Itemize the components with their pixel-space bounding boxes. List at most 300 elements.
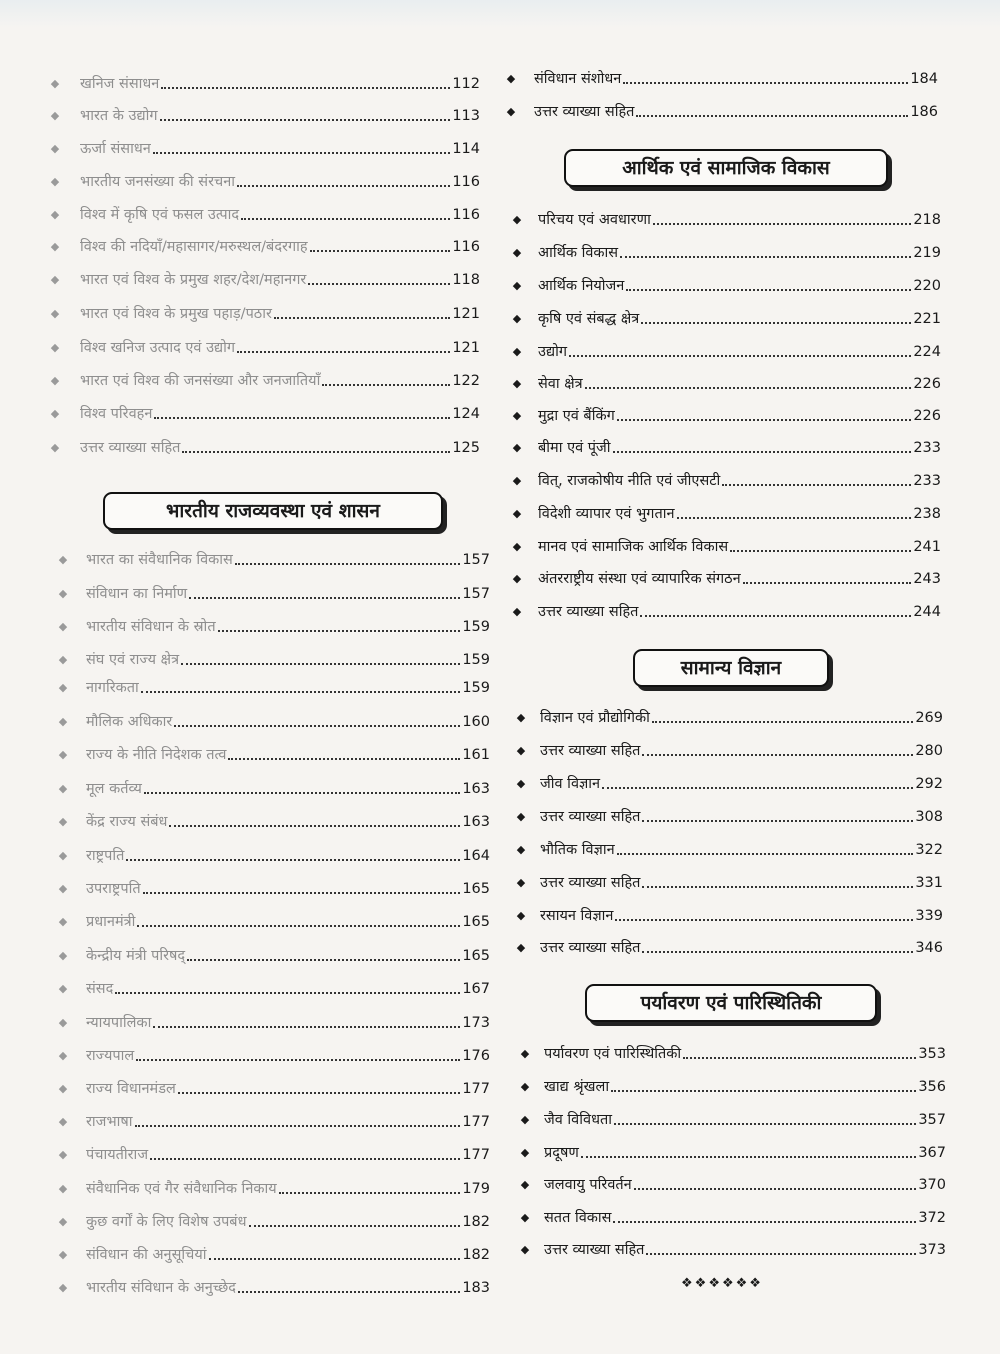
- dot-leader: [169, 825, 460, 827]
- entry-page-number: 346: [915, 940, 943, 956]
- entry-page-number: 159: [462, 619, 490, 635]
- toc-entry: [516, 840, 943, 860]
- bullet-icon: ◆: [520, 1211, 530, 1224]
- toc-entry: [58, 879, 490, 899]
- toc-entry: [520, 1077, 946, 1097]
- bullet-icon: ◆: [58, 1049, 68, 1062]
- dot-leader: [642, 951, 913, 953]
- bullet-icon: ◆: [58, 620, 68, 633]
- dot-leader: [581, 1156, 916, 1158]
- entry-title: संविधान की अनुसूचियां: [86, 1247, 207, 1263]
- bullet-icon: ◆: [58, 815, 68, 828]
- entry-page-number: 373: [918, 1242, 946, 1258]
- dot-leader: [642, 886, 913, 888]
- bullet-icon: ◆: [50, 240, 60, 253]
- bullet-icon: ◆: [58, 681, 68, 694]
- dot-leader: [141, 691, 461, 693]
- bullet-icon: ◆: [520, 1146, 530, 1159]
- section-heading-environment: पर्यावरण एवं पारिस्थितिकी: [585, 984, 877, 1022]
- toc-entry: [58, 779, 490, 799]
- toc-entry: [58, 1079, 490, 1099]
- dot-leader: [237, 351, 450, 353]
- entry-title: पंचायतीराज: [86, 1147, 149, 1163]
- bullet-icon: ◆: [516, 941, 526, 954]
- entry-title: विश्व में कृषि एवं फसल उत्पाद: [80, 207, 240, 223]
- entry-title: जीव विज्ञान: [540, 776, 601, 792]
- dot-leader: [308, 283, 450, 285]
- bullet-icon: ◆: [50, 175, 60, 188]
- dot-leader: [279, 1192, 461, 1194]
- bullet-icon: ◆: [512, 540, 522, 553]
- dot-leader: [235, 563, 460, 565]
- toc-entry: [58, 584, 490, 604]
- entry-page-number: 165: [462, 914, 490, 930]
- entry-page-number: 124: [452, 406, 480, 422]
- entry-title: भारतीय जनसंख्या की संरचना: [80, 174, 236, 190]
- bullet-icon: ◆: [512, 213, 522, 226]
- toc-entry: [50, 304, 480, 324]
- dot-leader: [150, 1158, 460, 1160]
- toc-entry: [516, 774, 943, 794]
- entry-title: भारत का संवैधानिक विकास: [86, 552, 233, 568]
- bullet-icon: ◆: [512, 474, 522, 487]
- entry-page-number: 221: [913, 311, 941, 327]
- toc-entry: [58, 1013, 490, 1033]
- bullet-icon: ◆: [58, 1182, 68, 1195]
- bullet-icon: ◆: [516, 711, 526, 724]
- dot-leader: [137, 925, 460, 927]
- toc-entry: [506, 69, 938, 89]
- entry-title: केन्द्रीय मंत्री परिषद्: [86, 948, 186, 964]
- entry-page-number: 220: [913, 278, 941, 294]
- bullet-icon: ◆: [516, 810, 526, 823]
- entry-page-number: 165: [462, 881, 490, 897]
- bullet-icon: ◆: [520, 1178, 530, 1191]
- bullet-icon: ◆: [58, 1281, 68, 1294]
- toc-entry: [512, 374, 941, 394]
- toc-entry: [58, 1212, 490, 1232]
- dot-leader: [623, 82, 908, 84]
- entry-title: जलवायु परिवर्तन: [544, 1177, 632, 1193]
- entry-page-number: 116: [452, 174, 480, 190]
- entry-title: मुद्रा एवं बैंकिंग: [538, 408, 615, 424]
- entry-page-number: 164: [462, 848, 490, 864]
- toc-entry: [520, 1044, 946, 1064]
- section-heading-economy: आर्थिक एवं सामाजिक विकास: [564, 149, 888, 187]
- entry-page-number: 177: [462, 1081, 490, 1097]
- bullet-icon: ◆: [58, 849, 68, 862]
- bullet-icon: ◆: [58, 1115, 68, 1128]
- dot-leader: [126, 859, 460, 861]
- dot-leader: [617, 853, 914, 855]
- entry-title: उत्तर व्याख्या सहित: [538, 604, 639, 620]
- dot-leader: [722, 484, 911, 486]
- bullet-icon: ◆: [50, 407, 60, 420]
- entry-page-number: 176: [462, 1048, 490, 1064]
- dot-leader: [620, 256, 911, 258]
- entry-title: संविधान संशोधन: [534, 71, 622, 87]
- toc-entry: [50, 205, 480, 225]
- entry-page-number: 125: [452, 440, 480, 456]
- dot-leader: [209, 1258, 461, 1260]
- dot-leader: [136, 1059, 460, 1061]
- entry-title: रसायन विज्ञान: [540, 908, 614, 924]
- entry-page-number: 159: [462, 680, 490, 696]
- dot-leader: [653, 223, 911, 225]
- bullet-icon: ◆: [50, 273, 60, 286]
- toc-entry: [512, 210, 941, 230]
- bullet-icon: ◆: [512, 345, 522, 358]
- bullet-icon: ◆: [58, 949, 68, 962]
- bullet-icon: ◆: [58, 1248, 68, 1261]
- entry-title: नागरिकता: [86, 680, 139, 696]
- entry-title: उत्तर व्याख्या सहित: [544, 1242, 645, 1258]
- entry-title: उत्तर व्याख्या सहित: [540, 809, 641, 825]
- bullet-icon: ◆: [512, 409, 522, 422]
- toc-entry: [58, 745, 490, 765]
- entry-page-number: 116: [452, 239, 480, 255]
- entry-page-number: 331: [915, 875, 943, 891]
- toc-entry: [516, 741, 943, 761]
- entry-title: आर्थिक नियोजन: [538, 278, 625, 294]
- dot-leader: [310, 250, 451, 252]
- entry-page-number: 167: [462, 981, 490, 997]
- entry-title: संघ एवं राज्य क्षेत्र: [86, 652, 180, 668]
- entry-page-number: 233: [913, 473, 941, 489]
- bullet-icon: ◆: [50, 77, 60, 90]
- bullet-icon: ◆: [58, 882, 68, 895]
- entry-title: जैव विविधता: [544, 1112, 613, 1128]
- dot-leader: [178, 1092, 461, 1094]
- entry-page-number: 165: [462, 948, 490, 964]
- dot-leader: [143, 892, 461, 894]
- entry-page-number: 160: [462, 714, 490, 730]
- entry-page-number: 177: [462, 1114, 490, 1130]
- entry-title: विश्व परिवहन: [80, 406, 153, 422]
- bullet-icon: ◆: [512, 605, 522, 618]
- entry-title: भारत एवं विश्व के प्रमुख पहाड़/पठार: [80, 306, 272, 322]
- dot-leader: [241, 218, 450, 220]
- entry-title: संविधान का निर्माण: [86, 586, 188, 602]
- entry-title: भारतीय संविधान के स्रोत: [86, 619, 216, 635]
- bullet-icon: ◆: [520, 1243, 530, 1256]
- entry-title: राज्यपाल: [86, 1048, 135, 1064]
- toc-entry: [58, 912, 490, 932]
- bullet-icon: ◆: [512, 312, 522, 325]
- bullet-icon: ◆: [512, 246, 522, 259]
- entry-page-number: 163: [462, 781, 490, 797]
- toc-entry: [512, 243, 941, 263]
- entry-title: भारत के उद्योग: [80, 108, 158, 124]
- entry-page-number: 161: [462, 747, 490, 763]
- dot-leader: [730, 550, 911, 552]
- entry-title: विश्व खनिज उत्पाद एवं उद्योग: [80, 340, 236, 356]
- bullet-icon: ◆: [50, 109, 60, 122]
- dot-leader: [189, 597, 460, 599]
- bullet-icon: ◆: [58, 1016, 68, 1029]
- dot-leader: [677, 517, 912, 519]
- entry-page-number: 356: [918, 1079, 946, 1095]
- entry-page-number: 244: [913, 604, 941, 620]
- entry-page-number: 226: [913, 408, 941, 424]
- entry-title: मानव एवं सामाजिक आर्थिक विकास: [538, 539, 729, 555]
- toc-entry: [512, 602, 941, 622]
- bullet-icon: ◆: [50, 142, 60, 155]
- entry-title: राष्ट्रपति: [86, 848, 125, 864]
- toc-entry: [58, 1112, 490, 1132]
- entry-title: भारतीय संविधान के अनुच्छेद: [86, 1280, 236, 1296]
- footer-ornament: ❖❖❖❖❖❖: [681, 1276, 763, 1291]
- dot-leader: [153, 1026, 460, 1028]
- toc-entry: [58, 846, 490, 866]
- entry-page-number: 357: [918, 1112, 946, 1128]
- entry-title: विदेशी व्यापार एवं भुगतान: [538, 506, 675, 522]
- bullet-icon: ◆: [58, 553, 68, 566]
- bullet-icon: ◆: [506, 105, 516, 118]
- entry-page-number: 157: [462, 586, 490, 602]
- entry-title: उत्तर व्याख्या सहित: [534, 104, 635, 120]
- dot-leader: [160, 119, 451, 121]
- entry-title: ऊर्जा संसाधन: [80, 141, 151, 157]
- entry-title: खनिज संसाधन: [80, 76, 160, 92]
- toc-entry: [58, 712, 490, 732]
- dot-leader: [641, 322, 911, 324]
- entry-title: भौतिक विज्ञान: [540, 842, 615, 858]
- dot-leader: [187, 959, 460, 961]
- bullet-icon: ◆: [58, 715, 68, 728]
- entry-title: कृषि एवं संबद्ध क्षेत्र: [538, 311, 640, 327]
- entry-page-number: 182: [462, 1247, 490, 1263]
- entry-title: भारत एवं विश्व के प्रमुख शहर/देश/महानगर: [80, 272, 307, 288]
- toc-entry: [50, 371, 480, 391]
- entry-title: विज्ञान एवं प्रौद्योगिकी: [540, 710, 650, 726]
- entry-page-number: 322: [915, 842, 943, 858]
- bullet-icon: ◆: [520, 1047, 530, 1060]
- toc-entry: [50, 237, 480, 257]
- entry-page-number: 353: [918, 1046, 946, 1062]
- entry-page-number: 177: [462, 1147, 490, 1163]
- toc-entry: [50, 172, 480, 192]
- bullet-icon: ◆: [516, 777, 526, 790]
- top-page-edge: [0, 0, 1000, 28]
- bullet-icon: ◆: [512, 441, 522, 454]
- entry-page-number: 269: [915, 710, 943, 726]
- entry-page-number: 116: [452, 207, 480, 223]
- toc-entry: [50, 438, 480, 458]
- bullet-icon: ◆: [516, 876, 526, 889]
- entry-title: केंद्र राज्य संबंध: [86, 814, 168, 830]
- toc-entry: [58, 650, 490, 670]
- dot-leader: [161, 87, 450, 89]
- entry-page-number: 183: [462, 1280, 490, 1296]
- entry-page-number: 186: [910, 104, 938, 120]
- toc-entry: [506, 102, 938, 122]
- entry-page-number: 226: [913, 376, 941, 392]
- toc-entry: [50, 74, 480, 94]
- bullet-icon: ◆: [516, 843, 526, 856]
- bullet-icon: ◆: [58, 587, 68, 600]
- dot-leader: [636, 115, 908, 117]
- toc-entry: [58, 1278, 490, 1298]
- entry-title: मूल कर्तव्य: [86, 781, 142, 797]
- dot-leader: [617, 419, 912, 421]
- dot-leader: [585, 387, 912, 389]
- entry-page-number: 224: [913, 344, 941, 360]
- dot-leader: [602, 787, 913, 789]
- bullet-icon: ◆: [512, 572, 522, 585]
- toc-entry: [520, 1240, 946, 1260]
- entry-title: प्रधानमंत्री: [86, 914, 136, 930]
- toc-entry: [512, 471, 941, 491]
- entry-title: परिचय एवं अवधारणा: [538, 212, 651, 228]
- entry-title: खाद्य श्रृंखला: [544, 1079, 610, 1095]
- toc-entry: [512, 342, 941, 362]
- dot-leader: [613, 1221, 916, 1223]
- toc-entry: [520, 1175, 946, 1195]
- entry-page-number: 241: [913, 539, 941, 555]
- toc-entry: [512, 569, 941, 589]
- dot-leader: [646, 1253, 916, 1255]
- toc-entry: [50, 338, 480, 358]
- toc-entry: [516, 807, 943, 827]
- bullet-icon: ◆: [50, 441, 60, 454]
- toc-entry: [520, 1143, 946, 1163]
- toc-entry: [516, 708, 943, 728]
- bullet-icon: ◆: [516, 909, 526, 922]
- dot-leader: [569, 355, 911, 357]
- toc-entry: [58, 979, 490, 999]
- entry-page-number: 112: [452, 76, 480, 92]
- section-heading-polity: भारतीय राजव्यवस्था एवं शासन: [103, 492, 443, 530]
- toc-entry: [512, 276, 941, 296]
- dot-leader: [611, 1090, 916, 1092]
- entry-page-number: 182: [462, 1214, 490, 1230]
- toc-entry: [512, 309, 941, 329]
- dot-leader: [228, 758, 460, 760]
- toc-entry: [520, 1208, 946, 1228]
- entry-page-number: 243: [913, 571, 941, 587]
- entry-title: राज्य विधानमंडल: [86, 1081, 176, 1097]
- toc-entry: [58, 1245, 490, 1265]
- entry-page-number: 218: [913, 212, 941, 228]
- dot-leader: [615, 919, 913, 921]
- dot-leader: [634, 1188, 917, 1190]
- toc-entry: [58, 946, 490, 966]
- dot-leader: [614, 1123, 916, 1125]
- bullet-icon: ◆: [58, 653, 68, 666]
- toc-entry: [50, 404, 480, 424]
- entry-title: संवैधानिक एवं गैर संवैधानिक निकाय: [86, 1181, 277, 1197]
- entry-title: भारत एवं विश्व की जनसंख्या और जनजातियाँ: [80, 373, 321, 389]
- bullet-icon: ◆: [50, 374, 60, 387]
- bullet-icon: ◆: [50, 208, 60, 221]
- bullet-icon: ◆: [506, 72, 516, 85]
- entry-page-number: 163: [462, 814, 490, 830]
- dot-leader: [613, 451, 912, 453]
- bullet-icon: ◆: [58, 1148, 68, 1161]
- entry-page-number: 173: [462, 1015, 490, 1031]
- entry-page-number: 184: [910, 71, 938, 87]
- entry-title: उपराष्ट्रपति: [86, 881, 141, 897]
- toc-entry: [512, 537, 941, 557]
- entry-title: उत्तर व्याख्या सहित: [80, 440, 181, 456]
- toc-entry: [58, 1179, 490, 1199]
- entry-page-number: 339: [915, 908, 943, 924]
- entry-page-number: 179: [462, 1181, 490, 1197]
- bullet-icon: ◆: [58, 982, 68, 995]
- toc-entry: [512, 438, 941, 458]
- entry-title: उत्तर व्याख्या सहित: [540, 940, 641, 956]
- entry-page-number: 367: [918, 1145, 946, 1161]
- entry-page-number: 121: [452, 340, 480, 356]
- entry-title: राजभाषा: [86, 1114, 133, 1130]
- entry-page-number: 219: [913, 245, 941, 261]
- entry-title: उत्तर व्याख्या सहित: [540, 743, 641, 759]
- entry-title: बीमा एवं पूंजी: [538, 440, 611, 456]
- entry-page-number: 370: [918, 1177, 946, 1193]
- entry-title: कुछ वर्गों के लिए विशेष उपबंध: [86, 1214, 247, 1230]
- entry-page-number: 238: [913, 506, 941, 522]
- dot-leader: [322, 384, 450, 386]
- entry-page-number: 280: [915, 743, 943, 759]
- toc-entry: [58, 812, 490, 832]
- entry-title: सेवा क्षेत्र: [538, 376, 583, 392]
- entry-title: उद्योग: [538, 344, 567, 360]
- toc-entry: [516, 906, 943, 926]
- entry-page-number: 118: [452, 272, 480, 288]
- dot-leader: [135, 1125, 461, 1127]
- bullet-icon: ◆: [512, 279, 522, 292]
- entry-page-number: 121: [452, 306, 480, 322]
- bullet-icon: ◆: [50, 341, 60, 354]
- entry-page-number: 157: [462, 552, 490, 568]
- dot-leader: [642, 754, 913, 756]
- bullet-icon: ◆: [516, 744, 526, 757]
- dot-leader: [218, 630, 461, 632]
- bullet-icon: ◆: [520, 1113, 530, 1126]
- dot-leader: [153, 152, 450, 154]
- toc-entry: [50, 106, 480, 126]
- entry-title: न्यायपालिका: [86, 1015, 152, 1031]
- entry-title: अंतरराष्ट्रीय संस्था एवं व्यापारिक संगठन: [538, 571, 741, 587]
- dot-leader: [115, 992, 460, 994]
- entry-title: सतत विकास: [544, 1210, 612, 1226]
- toc-entry: [58, 550, 490, 570]
- section-heading-science: सामान्य विज्ञान: [633, 649, 829, 687]
- dot-leader: [652, 721, 913, 723]
- toc-entry: [58, 1046, 490, 1066]
- dot-leader: [743, 582, 912, 584]
- entry-title: राज्य के नीति निदेशक तत्व: [86, 747, 227, 763]
- dot-leader: [154, 417, 450, 419]
- dot-leader: [683, 1057, 916, 1059]
- dot-leader: [238, 1291, 460, 1293]
- entry-page-number: 114: [452, 141, 480, 157]
- entry-page-number: 372: [918, 1210, 946, 1226]
- toc-entry: [58, 617, 490, 637]
- dot-leader: [640, 615, 911, 617]
- bullet-icon: ◆: [58, 782, 68, 795]
- entry-page-number: 292: [915, 776, 943, 792]
- dot-leader: [626, 289, 911, 291]
- bullet-icon: ◆: [512, 377, 522, 390]
- bullet-icon: ◆: [50, 307, 60, 320]
- bullet-icon: ◆: [58, 1082, 68, 1095]
- entry-title: विश्व की नदियाँ/महासागर/मरुस्थल/बंदरगाह: [80, 239, 308, 255]
- toc-entry: [50, 270, 480, 290]
- entry-page-number: 122: [452, 373, 480, 389]
- toc-entry: [516, 938, 943, 958]
